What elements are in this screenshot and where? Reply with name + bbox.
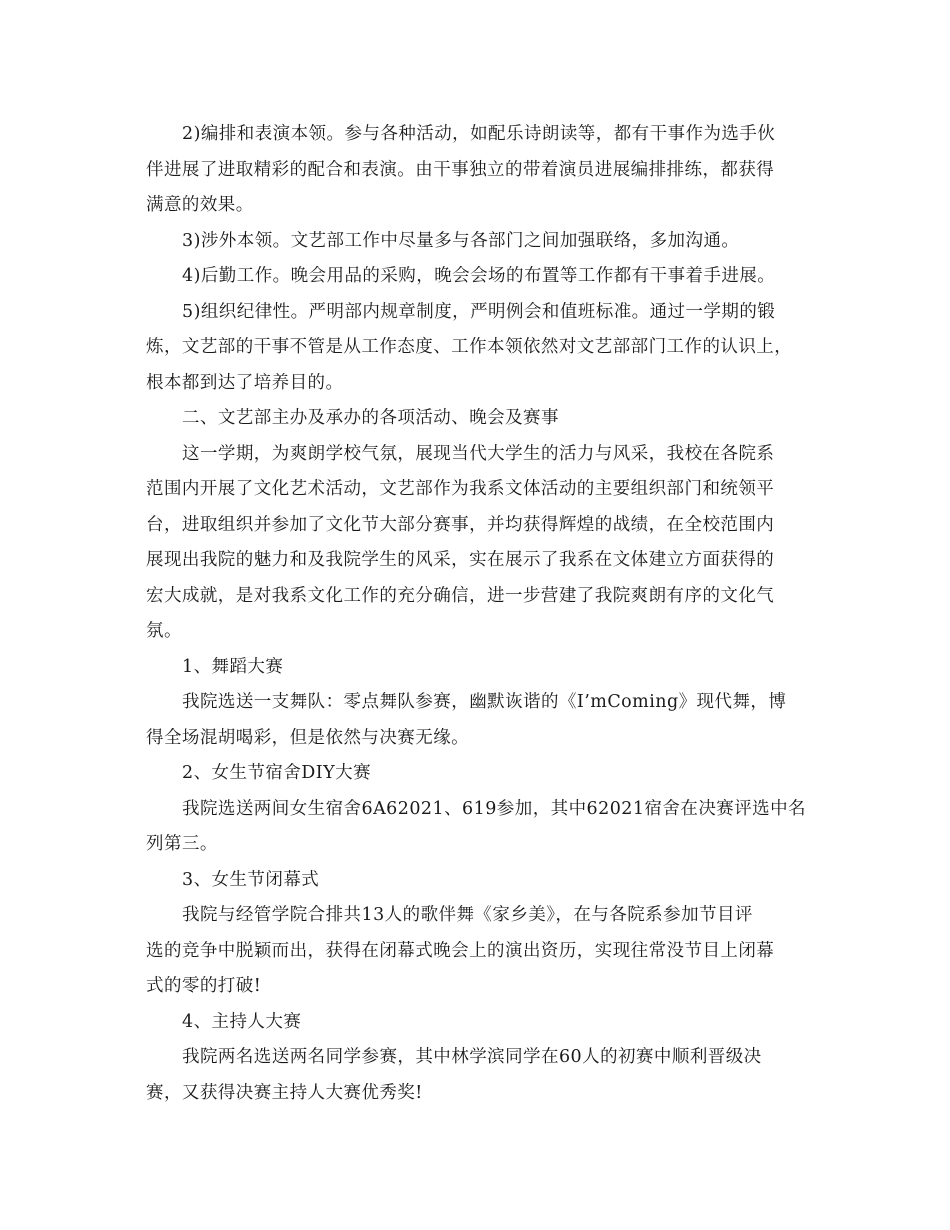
subheading-host-contest — [146, 1005, 806, 1041]
subheading-text: 3、女生节闭幕式 — [182, 869, 320, 890]
text-line: 根本都到达了培养目的。 — [146, 372, 344, 393]
subheading-text: 2、女生节宿舍DIY大赛 — [182, 763, 372, 783]
paragraph-host-contest — [146, 1040, 806, 1111]
text-line: 满意的效果。 — [146, 195, 254, 215]
text-line: 伴进展了进取精彩的配合和表演。由干事独立的带着演员进展编排排练，都获得 — [146, 159, 775, 180]
paragraph-semester-intro — [146, 437, 806, 650]
subheading-text: 1、舞蹈大赛 — [182, 656, 284, 677]
text-line: 炼，文艺部的干事不管是从工作态度、工作本领依然对文艺部部门工作的认识上， — [146, 337, 793, 357]
paragraph-closing-ceremony — [146, 898, 806, 1005]
text-line: 4)后勤工作。晚会用品的采购，晚会会场的布置等工作都有干事着手进展。 — [182, 266, 776, 286]
text-line: 这一学期，为爽朗学校气氛，展现当代大学生的活力与风采，我校在各院系 — [182, 443, 775, 464]
text-line: 氛。 — [146, 621, 182, 641]
text-line: 范围内开展了文化艺术活动，文艺部作为我系文体活动的主要组织部门和统领平 — [146, 479, 775, 499]
text-line: 赛，又获得决赛主持人大赛优秀奖! — [146, 1082, 423, 1103]
subheading-dorm-diy — [146, 756, 806, 792]
text-line: 3)涉外本领。文艺部工作中尽量多与各部门之间加强联络，多加沟通。 — [182, 230, 740, 251]
text-line: 5)组织纪律性。严明部内规章制度，严明例会和值班标准。通过一学期的锻 — [182, 301, 776, 322]
paragraph-skill-choreography — [146, 117, 806, 224]
paragraph-skill-discipline — [146, 295, 806, 402]
text-line: 列第三。 — [146, 834, 218, 854]
paragraph-skill-external — [146, 224, 806, 260]
subheading-dance — [146, 650, 806, 686]
text-line: 我院选送两间女生宿舍6A62021、619参加，其中62021宿舍在决赛评选中名 — [182, 798, 807, 819]
subheading-closing-ceremony — [146, 863, 806, 899]
section-heading — [146, 401, 806, 437]
text-line: 我院两名选送两名同学参赛，其中林学滨同学在60人的初赛中顺利晋级决 — [182, 1047, 762, 1067]
text-line: 台，进取组织并参加了文化节大部分赛事，并均获得辉煌的战绩，在全校范围内 — [146, 514, 775, 535]
document-page — [146, 117, 806, 1111]
text-line: 我院选送一支舞队：零点舞队参赛，幽默诙谐的《I’mComing》现代舞，博 — [182, 692, 787, 712]
subheading-text: 4、主持人大赛 — [182, 1011, 302, 1032]
text-line: 展现出我院的魅力和及我院学生的风采，实在展示了我系在文体建立方面获得的 — [146, 550, 775, 570]
text-line: 式的零的打破! — [146, 976, 262, 996]
paragraph-dorm-diy — [146, 792, 806, 863]
text-line: 2)编排和表演本领。参与各种活动，如配乐诗朗读等，都有干事作为选手伙 — [182, 124, 776, 144]
paragraph-skill-logistics — [146, 259, 806, 295]
text-line: 宏大成就，是对我系文化工作的充分确信，进一步营建了我院爽朗有序的文化气 — [146, 585, 775, 606]
text-line: 得全场混胡喝彩，但是依然与决赛无缘。 — [146, 727, 470, 748]
text-line: 我院与经管学院合排共13人的歌伴舞《家乡美》，在与各院系参加节目评 — [182, 905, 753, 925]
text-line: 选的竞争中脱颖而出，获得在闭幕式晚会上的演出资历，实现往常没节目上闭幕 — [146, 940, 775, 961]
paragraph-dance — [146, 685, 806, 756]
section-heading-text: 二、文艺部主办及承办的各项活动、晚会及赛事 — [182, 408, 559, 428]
